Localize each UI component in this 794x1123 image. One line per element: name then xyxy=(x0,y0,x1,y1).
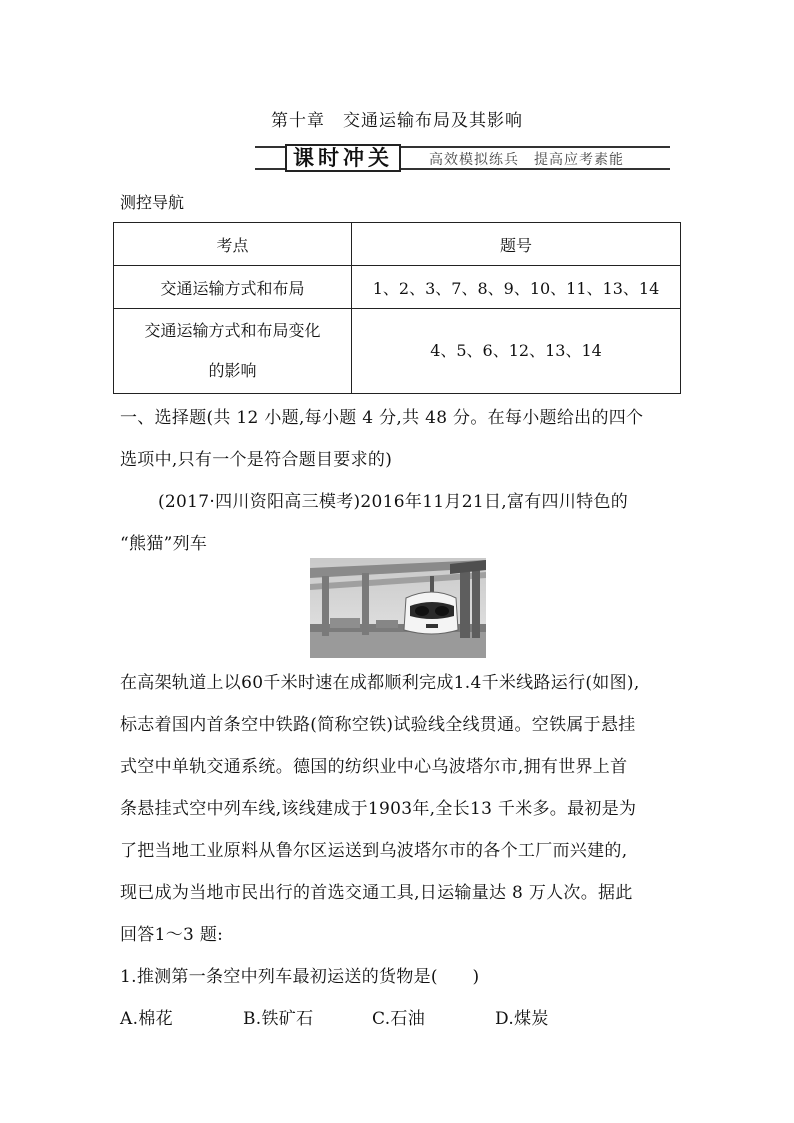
monorail-photo xyxy=(310,558,486,658)
table-cell: 交通运输方式和布局 xyxy=(114,266,352,309)
answer-option-b[interactable]: B.铁矿石 xyxy=(243,1009,314,1029)
section-banner xyxy=(255,146,670,172)
passage-line: 了把当地工业原料从鲁尔区运送到乌波塔尔市的各个工厂而兴建的, xyxy=(120,841,628,861)
chapter-title: 第十章 交通运输布局及其影响 xyxy=(271,111,523,131)
answer-option-a[interactable]: A.棉花 xyxy=(120,1009,173,1029)
passage-line: 回答1～3 题: xyxy=(120,925,224,945)
passage-line: 在高架轨道上以60千米时速在成都顺利完成1.4千米线路运行(如图), xyxy=(120,673,640,693)
table-row xyxy=(114,266,681,309)
topic-table xyxy=(113,222,681,394)
section-label: 测控导航 xyxy=(120,193,185,212)
table-header-row xyxy=(114,223,681,266)
answer-option-c[interactable]: C.石油 xyxy=(372,1009,426,1029)
instructions-line: 一、选择题(共 12 小题,每小题 4 分,共 48 分。在每小题给出的四个 xyxy=(120,408,644,428)
instructions-line: 选项中,只有一个是符合题目要求的) xyxy=(120,450,393,470)
answer-option-d[interactable]: D.煤炭 xyxy=(495,1009,549,1029)
passage-line: 式空中单轨交通系统。德国的纺织业中心乌波塔尔市,拥有世界上首 xyxy=(120,757,628,777)
passage-source: (2017·四川资阳高三模考)2016年11月21日,富有四川特色的 xyxy=(158,492,629,512)
table-cell: 1、2、3、7、8、9、10、11、13、14 xyxy=(352,266,681,309)
passage-line: “熊猫”列车 xyxy=(120,534,208,554)
table-header: 考点 xyxy=(114,223,352,266)
passage-line: 条悬挂式空中列车线,该线建成于1903年,全长13 千米多。最初是为 xyxy=(120,799,637,819)
table-cell-line: 交通运输方式和布局变化 xyxy=(144,321,321,340)
passage-line: 现已成为当地市民出行的首选交通工具,日运输量达 8 万人次。据此 xyxy=(120,883,633,903)
banner-label: 课时冲关 xyxy=(285,144,401,172)
table-cell-line: 的影响 xyxy=(208,361,257,380)
table-cell: 4、5、6、12、13、14 xyxy=(352,309,681,394)
table-cell xyxy=(114,309,352,394)
banner-subtitle: 高效模拟练兵 提高应考素能 xyxy=(429,152,624,168)
passage-line: 标志着国内首条空中铁路(简称空铁)试验线全线贯通。空铁属于悬挂 xyxy=(120,715,636,735)
question-stem: 1.推测第一条空中列车最初运送的货物是( ) xyxy=(120,967,480,987)
table-header: 题号 xyxy=(352,223,681,266)
table-row xyxy=(114,309,681,394)
